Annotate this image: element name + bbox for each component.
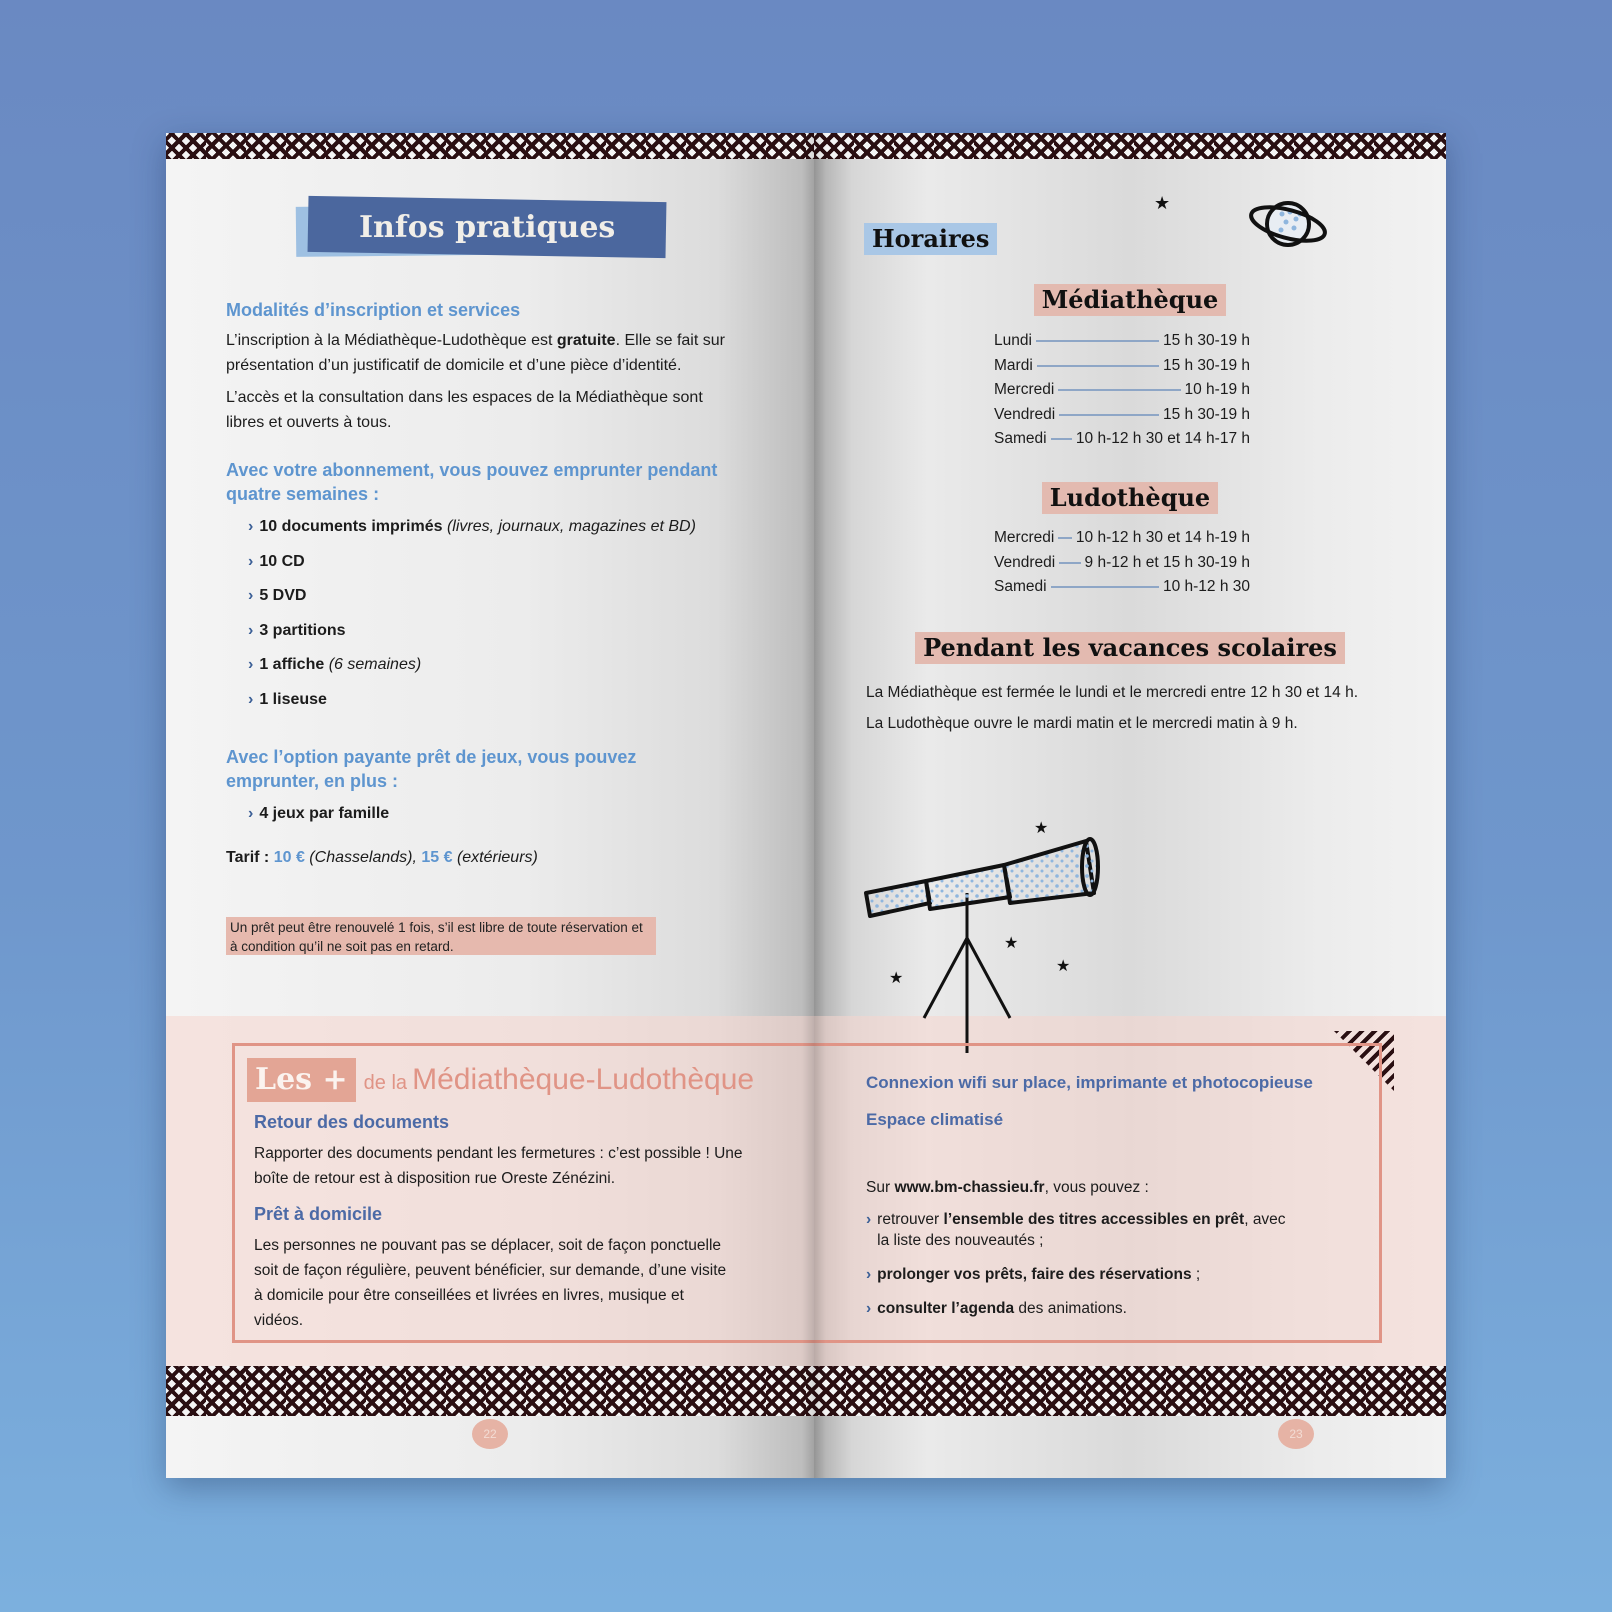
page-number: 23 xyxy=(1278,1419,1314,1449)
list-item: › retrouver l’ensemble des titres accessibles en prêt, avec la liste des nouveautés ; xyxy=(866,1211,1286,1249)
list-item: › 10 documents imprimés (livres, journaux, magazines et BD) xyxy=(248,518,696,535)
vacances-text: La Médiathèque est fermée le lundi et le mercredi entre 12 h 30 et 14 h. La Ludothèque ouvre le mardi matin et le mercredi matin à 9 h. xyxy=(866,684,1358,732)
heading-option-jeux: Avec l’option payante prêt de jeux, vous pouvez emprunter, en plus : xyxy=(226,747,637,791)
mediatheque-schedule xyxy=(994,329,1250,452)
chevron-right-icon: › xyxy=(248,656,254,673)
svg-text:★: ★ xyxy=(1056,956,1071,975)
schedule-row: Samedi 10 h-12 h 30 et 14 h-17 h xyxy=(994,430,1250,448)
vacances-heading: Pendant les vacances scolaires xyxy=(814,632,1446,664)
schedule-row: Mercredi 10 h-12 h 30 et 14 h-19 h xyxy=(994,529,1250,547)
svg-text:★: ★ xyxy=(889,968,904,987)
heading-pret-domicile: Prêt à domicile xyxy=(254,1204,383,1224)
schedule-row: Mercredi 10 h-19 h xyxy=(994,381,1250,399)
schedule-row: Samedi 10 h-12 h 30 xyxy=(994,578,1250,596)
title-banner xyxy=(296,197,666,255)
schedule-row: Vendredi 9 h-12 h et 15 h 30-19 h xyxy=(994,553,1250,571)
list-item: › 1 affiche (6 semaines) xyxy=(248,656,422,673)
chevron-pattern-top xyxy=(166,133,814,159)
chevron-pattern-top xyxy=(814,133,1446,159)
list-item: › 1 liseuse xyxy=(248,690,327,708)
chevron-right-icon: › xyxy=(248,587,254,604)
list-item: › 10 CD xyxy=(248,552,305,570)
paragraph-inscription: L’inscription à la Médiathèque-Ludothèque est gratuite. Elle se fait sur présentation d’un justificatif de domicile et d’une pièce d’identité. xyxy=(226,332,725,374)
schedule-row: Lundi 15 h 30-19 h xyxy=(994,332,1250,350)
list-item: › 4 jeux par famille xyxy=(248,805,390,822)
ludotheque-heading: Ludothèque xyxy=(814,482,1446,514)
schedule-row: Vendredi 15 h 30-19 h xyxy=(994,405,1250,423)
les-plus-title: Les + de la Médiathèque-Ludothèque xyxy=(247,1058,754,1102)
chevron-right-icon: › xyxy=(866,1300,872,1317)
page-title: Infos pratiques xyxy=(358,209,616,245)
schedule-row: Mardi 15 h 30-19 h xyxy=(994,356,1250,374)
ludotheque-schedule xyxy=(994,526,1250,600)
telescope-illustration xyxy=(864,813,1114,1053)
website-link[interactable]: www.bm-chassieu.fr xyxy=(894,1179,1045,1196)
list-item: › 5 DVD xyxy=(248,587,307,604)
paragraph-acces: L’accès et la consultation dans les espaces de la Médiathèque sont libres et ouverts à tous. xyxy=(226,389,703,431)
chevron-right-icon: › xyxy=(248,621,254,639)
chevron-right-icon: › xyxy=(248,552,254,570)
heading-retour: Retour des documents xyxy=(254,1112,450,1132)
website-intro: Sur www.bm-chassieu.fr, vous pouvez : xyxy=(866,1179,1149,1196)
page-number: 22 xyxy=(472,1419,508,1449)
heading-abonnement: Avec votre abonnement, vous pouvez emprunter pendant quatre semaines : xyxy=(226,460,718,504)
list-item: › prolonger vos prêts, faire des réservations ; xyxy=(866,1266,1201,1283)
spine-fold xyxy=(802,133,826,1478)
list-item: › 3 partitions xyxy=(248,621,346,639)
renewal-note: Un prêt peut être renouvelé 1 fois, s’il est libre de toute réservation et à condition qu’il ne soit pas en retard. xyxy=(226,917,656,955)
chevron-right-icon: › xyxy=(248,805,254,822)
service-clim: Espace climatisé xyxy=(866,1110,1004,1129)
chevron-right-icon: › xyxy=(248,690,254,708)
star-icon: ★ xyxy=(1154,193,1171,214)
horaires-heading: Horaires xyxy=(864,223,997,255)
chevron-right-icon: › xyxy=(248,518,254,535)
planet-icon xyxy=(1248,197,1328,251)
booklet-spread xyxy=(166,133,1446,1478)
service-wifi: Connexion wifi sur place, imprimante et photocopieuse xyxy=(866,1073,1313,1092)
loan-list xyxy=(248,518,696,725)
retour-text: Rapporter des documents pendant les fermetures : c’est possible ! Une boîte de retour est à disposition rue Oreste Zénézini. xyxy=(254,1145,743,1187)
list-item: › consulter l’agenda des animations. xyxy=(866,1300,1127,1317)
heading-modalites: Modalités d’inscription et services xyxy=(226,300,521,320)
svg-text:★: ★ xyxy=(1004,933,1019,952)
chevron-right-icon: › xyxy=(866,1211,872,1228)
chevron-right-icon: › xyxy=(866,1266,872,1283)
mediatheque-heading: Médiathèque xyxy=(814,284,1446,316)
svg-text:★: ★ xyxy=(1034,818,1049,837)
tarif-line: Tarif : 10 € (Chasselands), 15 € (extérieurs) xyxy=(226,849,538,866)
pret-domicile-text: Les personnes ne pouvant pas se déplacer, soit de façon ponctuelle soit de façon régulière, peuvent bénéficier, sur demande, d’une visite à domicile pour être conseillées et livrées en livres, musique et vidéos. xyxy=(254,1237,727,1329)
